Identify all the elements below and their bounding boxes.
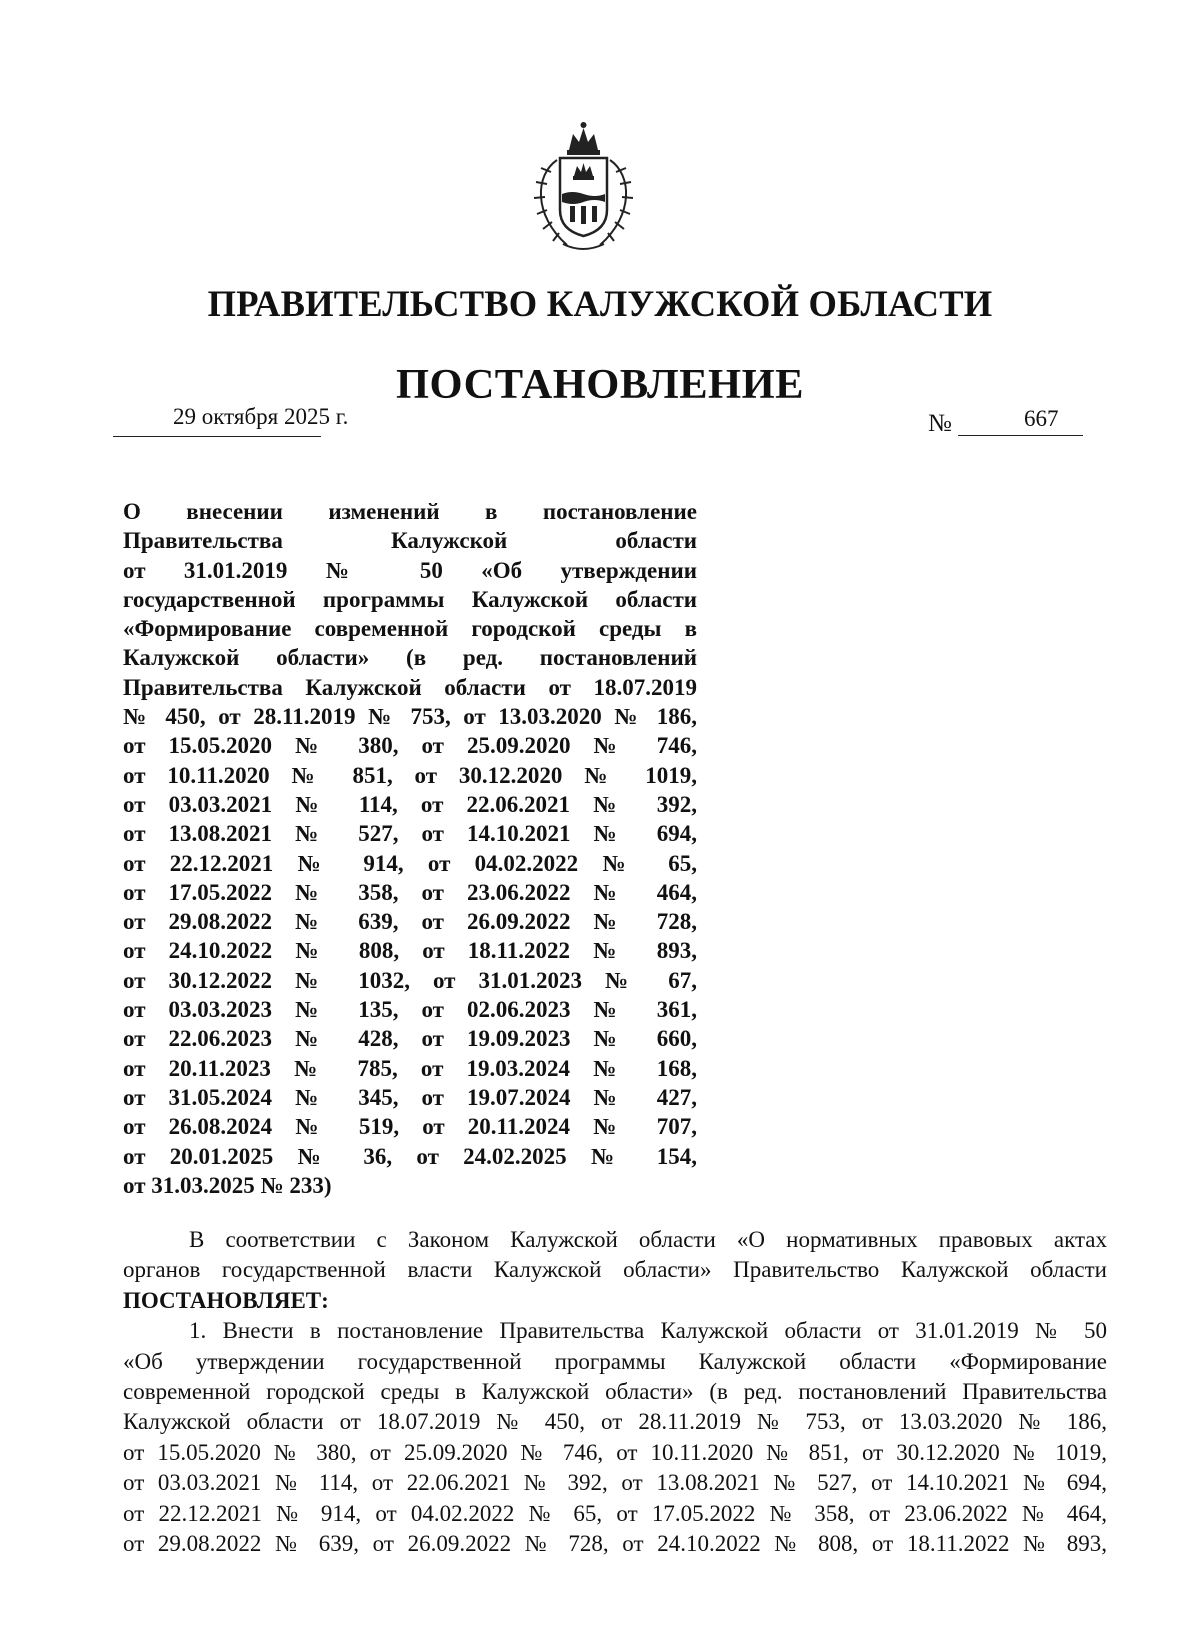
- body-line: Калужской области от 18.07.2019 № 450, от 28.11.2019 № 753, от 13.03.2020 № 186,: [123, 1409, 1107, 1435]
- resolves-keyword: ПОСТАНОВЛЯЕТ:: [123, 1287, 329, 1313]
- body-line: от 22.12.2021 № 914, от 04.02.2022 № 65, от 17.05.2022 № 358, от 23.06.2022 № 464,: [123, 1500, 1107, 1526]
- title-line: от 10.11.2020 № 851, от 30.12.2020 № 1019,: [123, 762, 697, 788]
- document-title: [123, 497, 697, 1200]
- title-line: № 450, от 28.11.2019 № 753, от 13.03.2020 № 186,: [123, 704, 697, 730]
- title-line: от 03.03.2021 № 114, от 22.06.2021 № 392,: [123, 791, 697, 817]
- document-type: ПОСТАНОВЛЕНИЕ: [395, 361, 805, 408]
- title-line: от 22.06.2023 № 428, от 19.09.2023 № 660,: [123, 1026, 697, 1052]
- body-line: современной городской среды в Калужской области» (в ред. постановлений Правительства: [123, 1378, 1107, 1404]
- title-line: от 26.08.2024 № 519, от 20.11.2024 № 707,: [123, 1114, 697, 1140]
- document-body: [123, 1225, 1107, 1559]
- title-line: от 20.11.2023 № 785, от 19.03.2024 № 168,: [123, 1055, 697, 1081]
- title-line: «Формирование современной городской среды в: [123, 616, 697, 642]
- coat-of-arms-emblem: [527, 120, 640, 255]
- title-line: от 24.10.2022 № 808, от 18.11.2022 № 893,: [123, 938, 697, 964]
- body-line: В соответствии с Законом Калужской области «О нормативных правовых актах: [189, 1227, 1107, 1252]
- title-line: государственной программы Калужской области: [123, 586, 697, 612]
- document-date: 29 октября 2025 г.: [173, 404, 349, 429]
- title-line: от 30.12.2022 № 1032, от 31.01.2023 № 67,: [123, 967, 697, 993]
- title-line: от 29.08.2022 № 639, от 26.09.2022 № 728,: [123, 909, 697, 935]
- body-line: от 29.08.2022 № 639, от 26.09.2022 № 728, от 24.10.2022 № 808, от 18.11.2022 № 893,: [123, 1530, 1107, 1556]
- title-line: от 17.05.2022 № 358, от 23.06.2022 № 464,: [123, 879, 697, 905]
- title-line: от 31.05.2024 № 345, от 19.07.2024 № 427,: [123, 1084, 697, 1110]
- date-underline: [113, 436, 321, 437]
- title-line: от 15.05.2020 № 380, от 25.09.2020 № 746,: [123, 733, 697, 759]
- title-line: Калужской области» (в ред. постановлений: [123, 645, 697, 671]
- body-line: «Об утверждении государственной программы Калужской области «Формирование: [123, 1348, 1107, 1374]
- title-line: от 03.03.2023 № 135, от 02.06.2023 № 361,: [123, 997, 697, 1023]
- body-line: от 03.03.2021 № 114, от 22.06.2021 № 392, от 13.08.2021 № 527, от 14.10.2021 № 694,: [123, 1470, 1107, 1496]
- number-label: №: [928, 410, 952, 437]
- body-line: от 15.05.2020 № 380, от 25.09.2020 № 746, от 10.11.2020 № 851, от 30.12.2020 № 1019,: [123, 1439, 1107, 1465]
- title-line: Правительства Калужской области: [123, 528, 697, 554]
- title-line: Правительства Калужской области от 18.07.2019: [123, 674, 697, 700]
- title-line: от 31.03.2025 № 233): [123, 1172, 332, 1198]
- title-line: О внесении изменений в постановление: [123, 499, 697, 524]
- title-line: от 22.12.2021 № 914, от 04.02.2022 № 65,: [123, 850, 697, 876]
- coat-of-arms-icon: [527, 120, 640, 255]
- body-line: 1. Внести в постановление Правительства Калужской области от 31.01.2019 № 50: [189, 1318, 1107, 1344]
- number-underline: [958, 435, 1083, 436]
- title-line: от 20.01.2025 № 36, от 24.02.2025 № 154,: [123, 1143, 697, 1169]
- organization-name: ПРАВИТЕЛЬСТВО КАЛУЖСКОЙ ОБЛАСТИ: [207, 283, 993, 324]
- document-number: 667: [1024, 406, 1059, 431]
- title-line: от 31.01.2019 № 50 «Об утверждении: [123, 557, 697, 583]
- body-line: органов государственной власти Калужской области» Правительство Калужской области: [123, 1257, 1107, 1283]
- title-line: от 13.08.2021 № 527, от 14.10.2021 № 694,: [123, 821, 697, 847]
